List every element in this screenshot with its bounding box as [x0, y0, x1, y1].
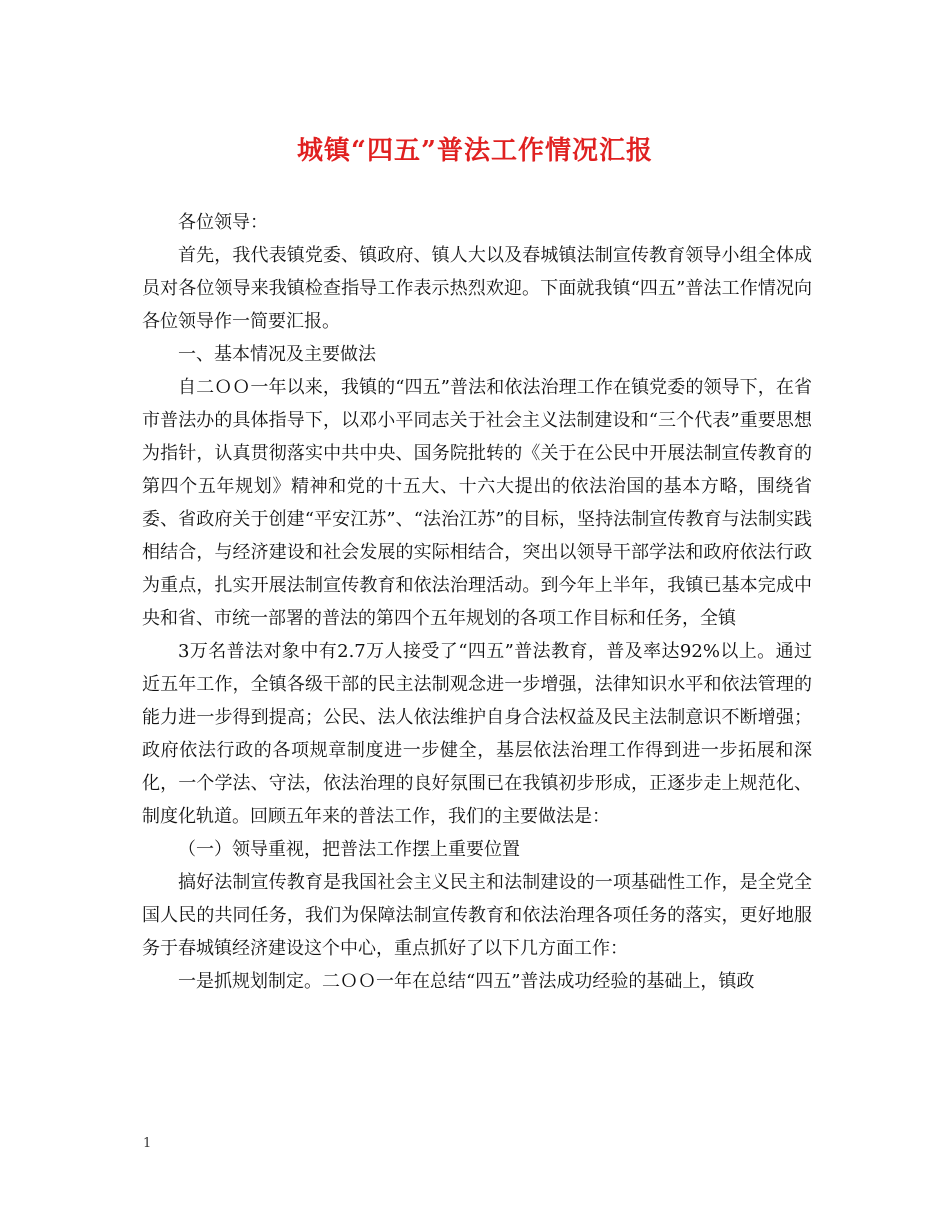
body-paragraph: 一是抓规划制定。二ＯＯ一年在总结“四五”普法成功经验的基础上，镇政 — [178, 971, 755, 992]
section-heading-1: 一、基本情况及主要做法 — [178, 344, 376, 365]
body-paragraph: 3万名普法对象中有2.7万人接受了“四五”普法教育，普及率达92%以上。通过近五年工作，全镇各级干部的民主法制观念进一步增强，法律知识水平和依法管理的能力进一步得到提高；公民、法人依法维护自身合法权益及民主法制意识不断增强；政府依法行政的各项规章制度进一步健全，基层依法治理工作得到进一步拓展和深化，一个学法、守法，依法治理的良好氛围已在我镇初步形成，正逐步走上规范化、制度化轨道。回顾五年来的普法工作，我们的主要做法是： — [142, 641, 812, 827]
opening-paragraph: 首先，我代表镇党委、镇政府、镇人大以及春城镇法制宣传教育领导小组全体成员对各位领导来我镇检查指导工作表示热烈欢迎。下面就我镇“四五”普法工作情况向各位领导作一简要汇报。 — [142, 245, 812, 332]
body-paragraph: 搞好法制宣传教育是我国社会主义民主和法制建设的一项基础性工作，是全党全国人民的共同任务，我们为保障法制宣传教育和依法治理各项任务的落实，更好地服务于春城镇经济建设这个中心，重点抓好了以下几方面工作： — [142, 872, 812, 959]
subsection-heading-1: （一）领导重视，把普法工作摆上重要位置 — [178, 839, 520, 860]
body-paragraph: 自二ＯＯ一年以来，我镇的“四五”普法和依法治理工作在镇党委的领导下，在省市普法办的具体指导下，以邓小平同志关于社会主义法制建设和“三个代表”重要思想为指针，认真贯彻落实中共中央、国务院批转的《关于在公民中开展法制宣传教育的第四个五年规划》精神和党的十五大、十六大提出的依法治国的基本方略，围绕省委、省政府关于创建“平安江苏”、“法治江苏”的目标，坚持法制宣传教育与法制实践相结合，与经济建设和社会发展的实际相结合，突出以领导干部学法和政府依法行政为重点，扎实开展法制宣传教育和依法治理活动。到今年上半年，我镇已基本完成中央和省、市统一部署的普法的第四个五年规划的各项工作目标和任务，全镇 — [142, 377, 812, 629]
salutation-paragraph: 各位领导： — [178, 212, 268, 233]
page-number: 1 — [143, 1136, 152, 1151]
document-body — [142, 206, 812, 998]
document-title: 城镇“四五”普法工作情况汇报 — [297, 136, 653, 166]
